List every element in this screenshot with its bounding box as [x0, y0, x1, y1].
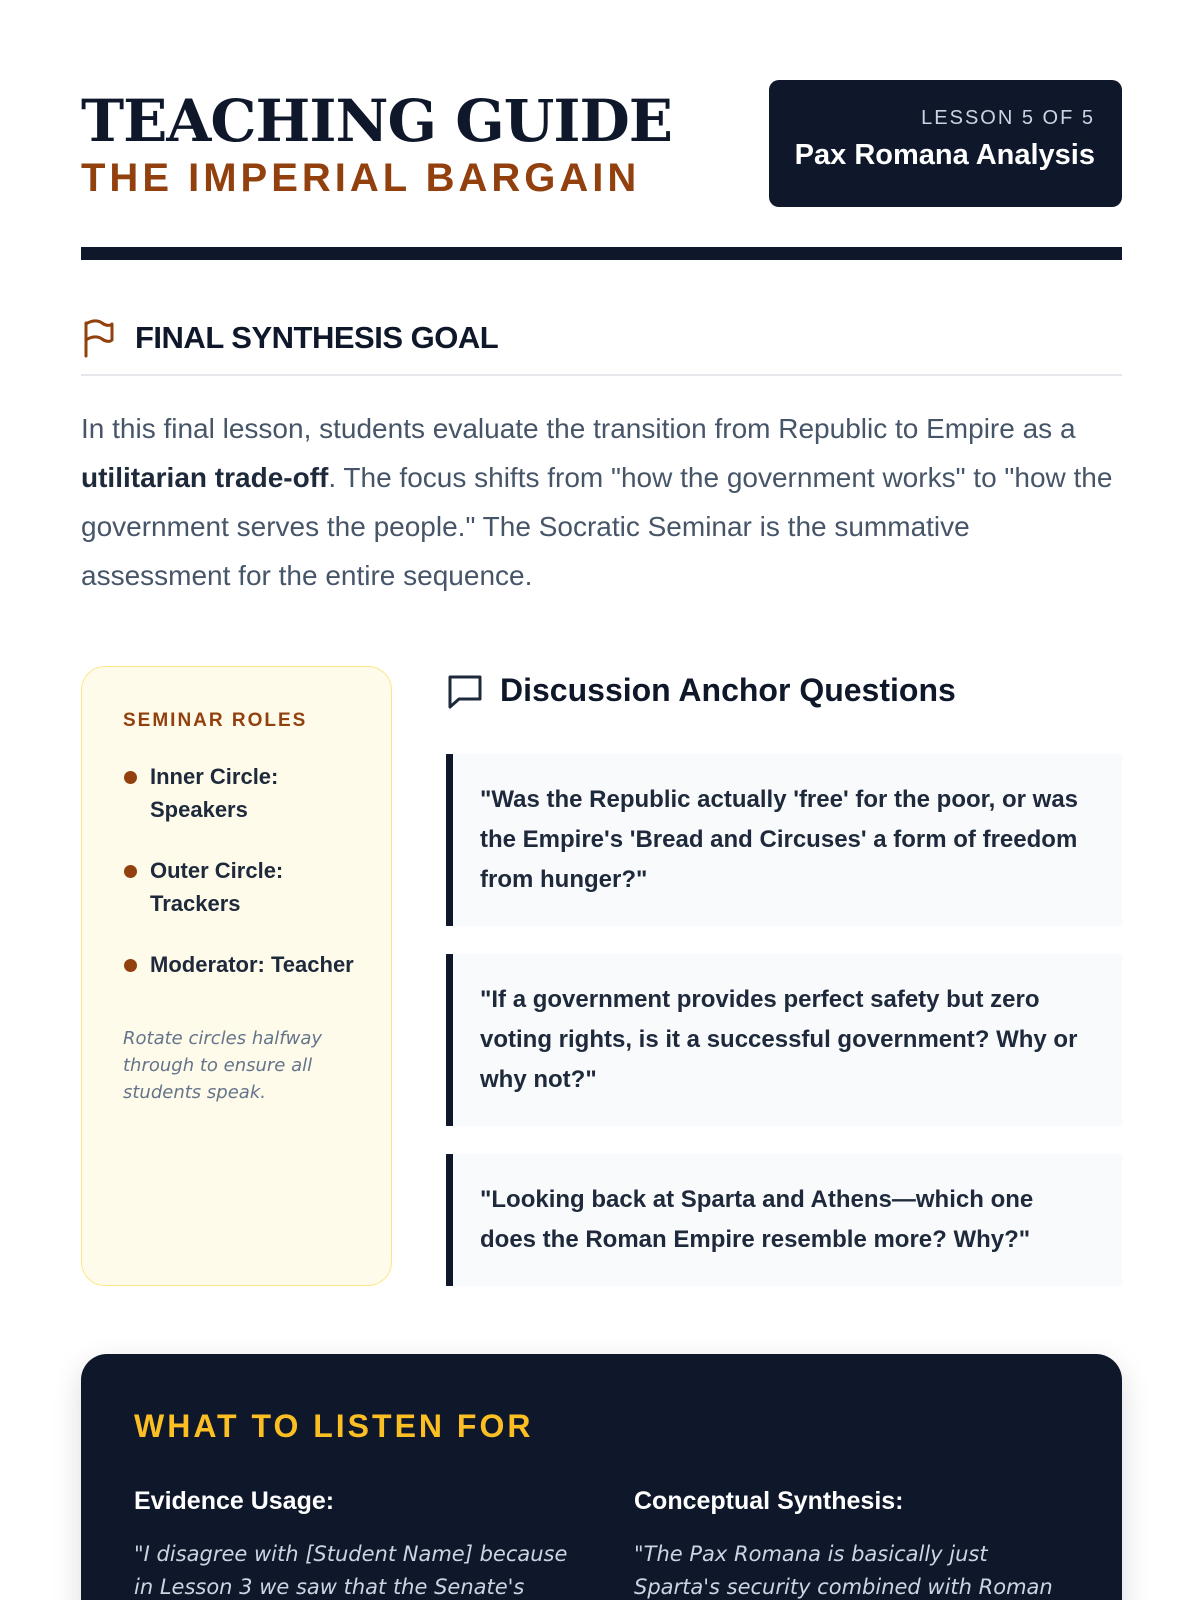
goal-text-end: . The focus shifts from "how the government works" to "how the government serves the people." The Socratic Seminar is the summative assessment for the entire sequence. [81, 462, 1113, 591]
goal-divider [81, 374, 1122, 376]
role-label: Moderator: Teacher [150, 952, 354, 977]
goal-heading [81, 314, 1122, 362]
goal-text-start: In this final lesson, students evaluate the transition from Republic to Empire as a [81, 413, 1076, 444]
lesson-name: Pax Romana Analysis [794, 139, 1095, 171]
listen-column-synthesis [634, 1486, 1074, 1600]
flag-icon [81, 318, 115, 358]
seminar-roles-card [81, 666, 392, 1286]
listen-heading: Conceptual Synthesis: [634, 1487, 904, 1515]
lesson-number: LESSON 5 OF 5 [921, 107, 1095, 129]
role-label: Outer Circle: Trackers [150, 858, 284, 916]
role-item [123, 854, 367, 920]
listen-heading: Evidence Usage: [134, 1487, 335, 1515]
question-card [446, 1154, 1122, 1286]
listen-title: WHAT TO LISTEN FOR [134, 1408, 534, 1444]
listen-column-evidence [134, 1486, 574, 1600]
roles-note: Rotate circles halfway through to ensure all students speak. [123, 1028, 323, 1103]
goal-description [81, 404, 1122, 600]
question-text: "Looking back at Sparta and Athens—which one does the Roman Empire resemble more? Why?" [480, 1186, 1034, 1253]
page-subtitle: THE IMPERIAL BARGAIN [81, 156, 641, 200]
questions-title: Discussion Anchor Questions [500, 672, 956, 708]
role-label: Inner Circle: Speakers [150, 764, 279, 822]
header-divider [81, 247, 1122, 260]
teaching-guide-page [81, 0, 1122, 1600]
listen-for-panel [81, 1354, 1122, 1600]
role-item [123, 948, 367, 981]
page-title: TEACHING GUIDE [81, 87, 672, 155]
questions-heading [446, 666, 1122, 714]
bullet-icon [124, 865, 137, 878]
listen-quote: "The Pax Romana is basically just Sparta's security combined with Roman [634, 1542, 1053, 1599]
bullet-icon [124, 959, 137, 972]
question-card [446, 954, 1122, 1126]
question-text: "If a government provides perfect safety but zero voting rights, is it a successful government? Why or why not?" [480, 986, 1078, 1093]
roles-title: SEMINAR ROLES [123, 710, 308, 731]
goal-title: FINAL SYNTHESIS GOAL [135, 320, 499, 355]
goal-text-emphasis: utilitarian trade-off [81, 462, 329, 493]
listen-quote: "I disagree with [Student Name] because in Lesson 3 we saw that the Senate's [134, 1542, 568, 1599]
question-text: "Was the Republic actually 'free' for the poor, or was the Empire's 'Bread and Circuses' a form of freedom from hunger?" [480, 786, 1079, 893]
header [81, 80, 1122, 208]
bullet-icon [124, 771, 137, 784]
question-card [446, 754, 1122, 926]
role-item [123, 760, 367, 826]
lesson-badge [769, 80, 1122, 207]
chat-bubble-icon [446, 672, 484, 710]
